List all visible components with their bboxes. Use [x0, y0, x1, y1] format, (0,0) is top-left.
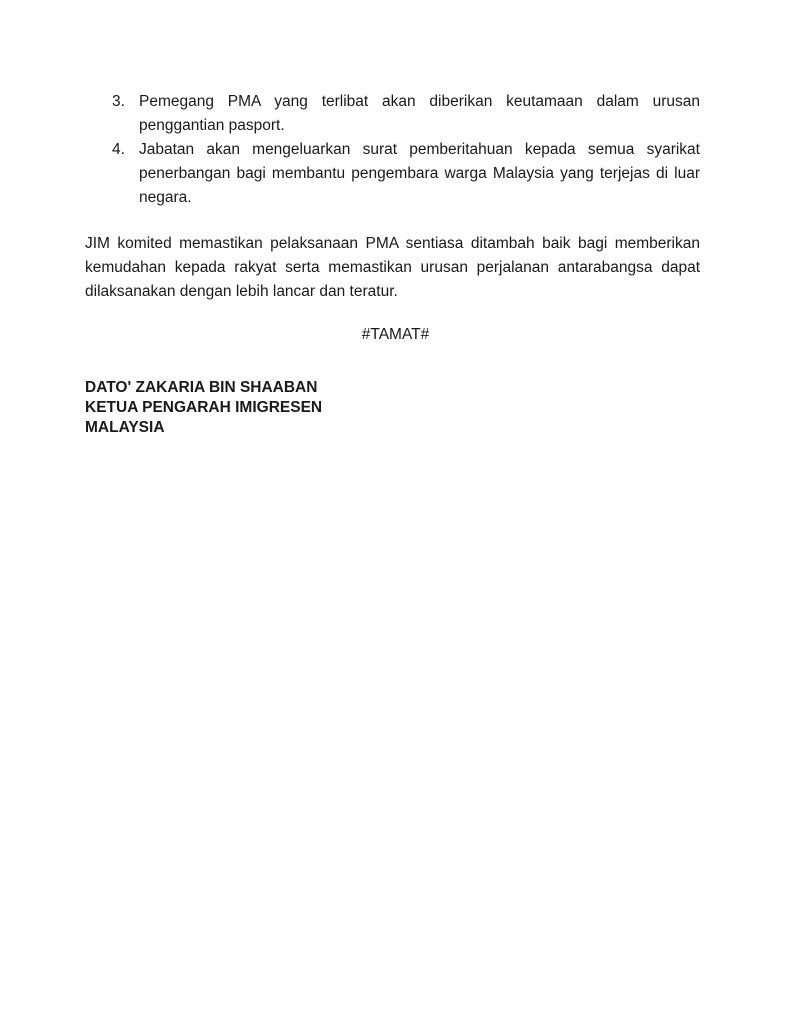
list-item-text: Jabatan akan mengeluarkan surat pemberitahuan kepada semua syarikat penerbangan bagi membantu pengembara warga Malaysia yang terjejas di luar negara. [139, 141, 700, 206]
signature-block [85, 378, 322, 438]
signatory-country: MALAYSIA [85, 419, 165, 436]
list-item [112, 138, 700, 210]
signatory-name: DATO' ZAKARIA BIN SHAABAN [85, 379, 318, 396]
list-item-number: 4. [112, 141, 125, 158]
closing-paragraph: JIM komited memastikan pelaksanaan PMA sentiasa ditambah baik bagi memberikan kemudahan kepada rakyat serta memastikan urusan perjalanan antarabangsa dapat dilaksanakan dengan lebih lancar dan teratur. [85, 235, 700, 300]
numbered-list [112, 90, 700, 210]
signatory-title: KETUA PENGARAH IMIGRESEN [85, 399, 323, 416]
list-item [112, 90, 700, 138]
list-item-text: Pemegang PMA yang terlibat akan diberikan keutamaan dalam urusan penggantian pasport. [139, 93, 700, 134]
end-mark: #TAMAT# [361, 326, 430, 343]
list-item-number: 3. [112, 93, 125, 110]
